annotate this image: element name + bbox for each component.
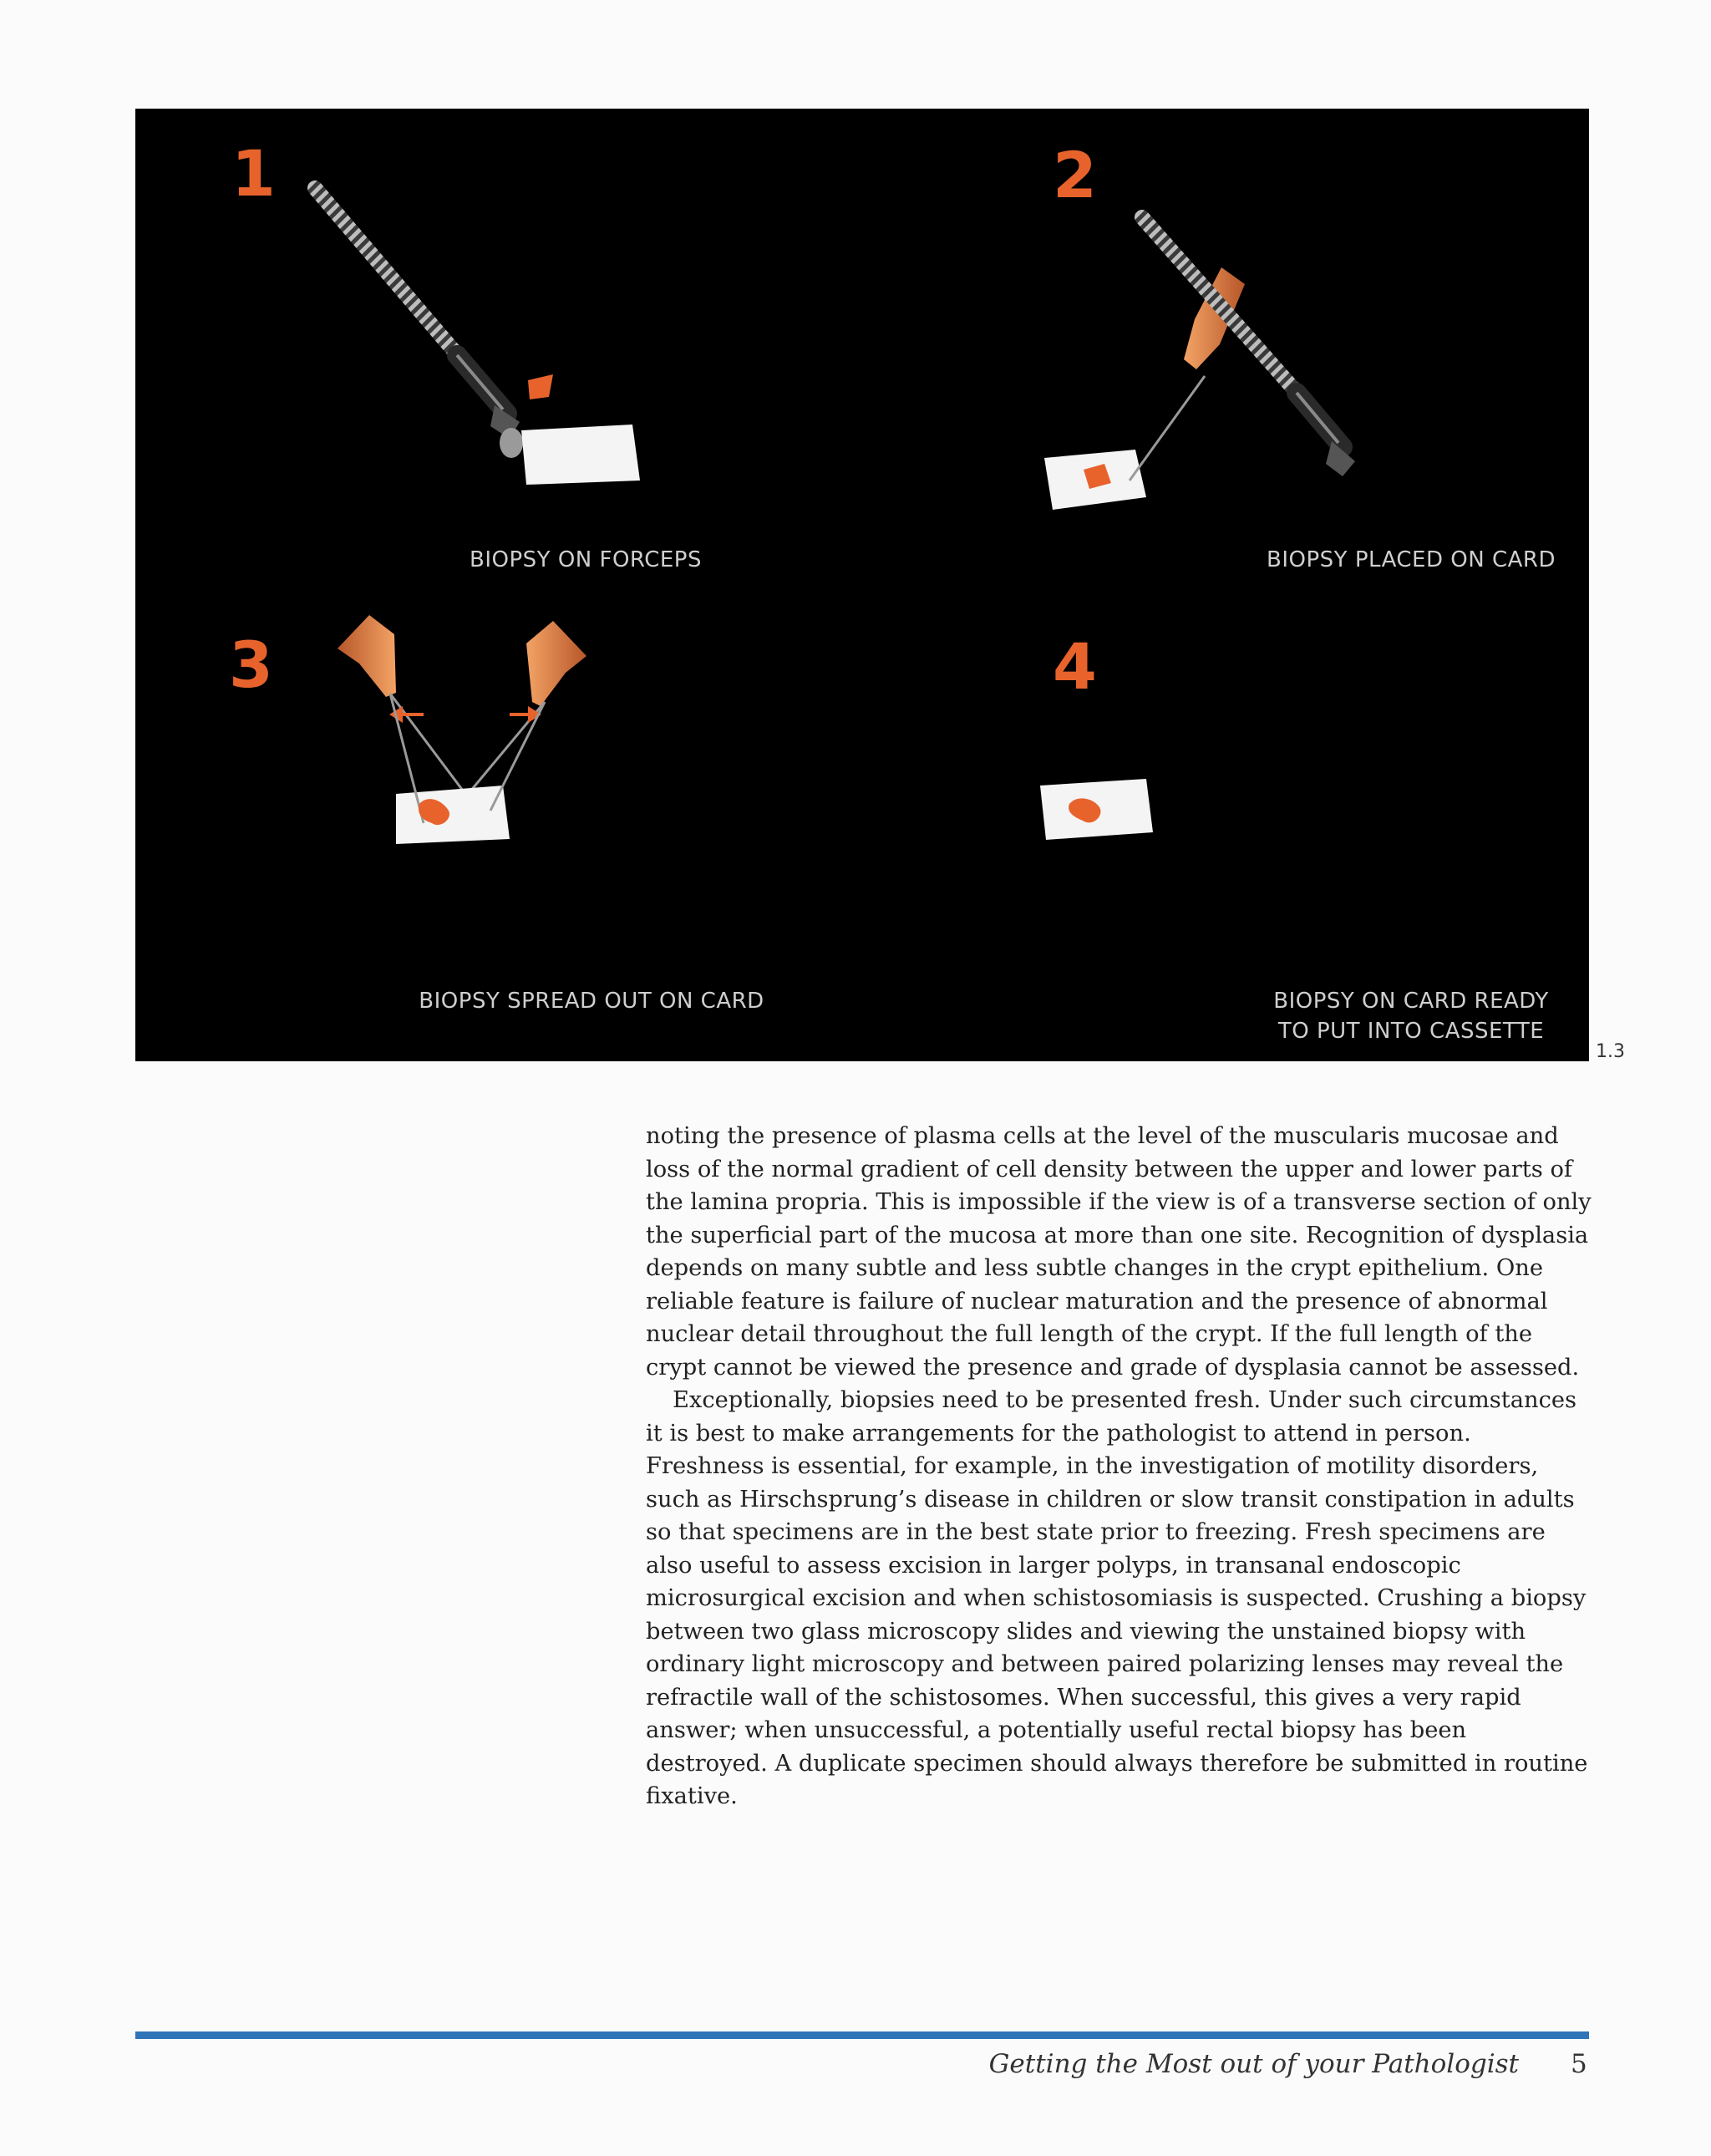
card-3 [396, 786, 510, 844]
step-number-3: 3 [229, 628, 273, 702]
footer-rule [135, 2031, 1589, 2039]
panel-2 [862, 109, 1589, 585]
caption-panel-2: BIOPSY PLACED ON CARD [1267, 547, 1556, 572]
caption-panel-4: BIOPSY ON CARD READY TO PUT INTO CASSETTE [1273, 989, 1549, 1044]
running-title: Getting the Most out of your Pathologist [988, 2049, 1519, 2079]
page-number: 5 [1571, 2049, 1587, 2079]
step-number-1: 1 [231, 136, 276, 211]
caption-panel-3: BIOPSY SPREAD OUT ON CARD [419, 989, 764, 1014]
step-number-2: 2 [1053, 138, 1097, 212]
panel-3 [135, 585, 862, 1061]
forceps-and-needle-illustration-2 [862, 109, 1589, 585]
figure-label: 1.3 [1596, 1041, 1625, 1062]
step-number-4: 4 [1053, 629, 1097, 704]
caption-panel-1: BIOPSY ON FORCEPS [470, 547, 702, 572]
card-1 [521, 425, 640, 485]
panel-4 [862, 585, 1589, 1061]
figure-1-3 [135, 109, 1589, 1061]
paragraph-2: Exceptionally, biopsies need to be presented fresh. Under such circumstances it is best to make arrangements for the pathologist to attend in person. Freshness is essential, for example, in the investigation of motility disorders, such as Hirschsprung’s disease in children or slow transit constipation in adults so that specimens are in the best state prior to freezing. Fresh specimens are also useful to assess excision in larger polyps, in transanal endoscopic microsurgical excision and when schistosomiasis is suspected. Crushing a biopsy between two glass microscopy slides and viewing the unstained biopsy with ordinary light microscopy and between paired polarizing lenses may reveal the refractile wall of the schistosomes. When successful, this gives a very rapid answer; when unsuccessful, a potentially useful rectal biopsy has been destroyed. A duplicate specimen should always therefore be submitted in routine fixative. [646, 1387, 1588, 1809]
paragraph-1: noting the presence of plasma cells at the level of the muscularis mucosae and loss of the normal gradient of cell density between the upper and lower parts of the lamina propria. This is impossible if the view is of a transverse section of only the superficial part of the mucosa at more than one site. Recognition of dysplasia depends on many subtle and less subtle changes in the crypt epithelium. One reliable feature is failure of nuclear maturation and the presence of abnormal nuclear detail throughout the full length of the crypt. If the full length of the crypt cannot be viewed the presence and grade of dysplasia cannot be assessed. [646, 1123, 1592, 1381]
body-text [646, 1120, 1592, 1813]
biopsy-tissue-1 [528, 374, 553, 399]
panel-1 [135, 109, 862, 585]
